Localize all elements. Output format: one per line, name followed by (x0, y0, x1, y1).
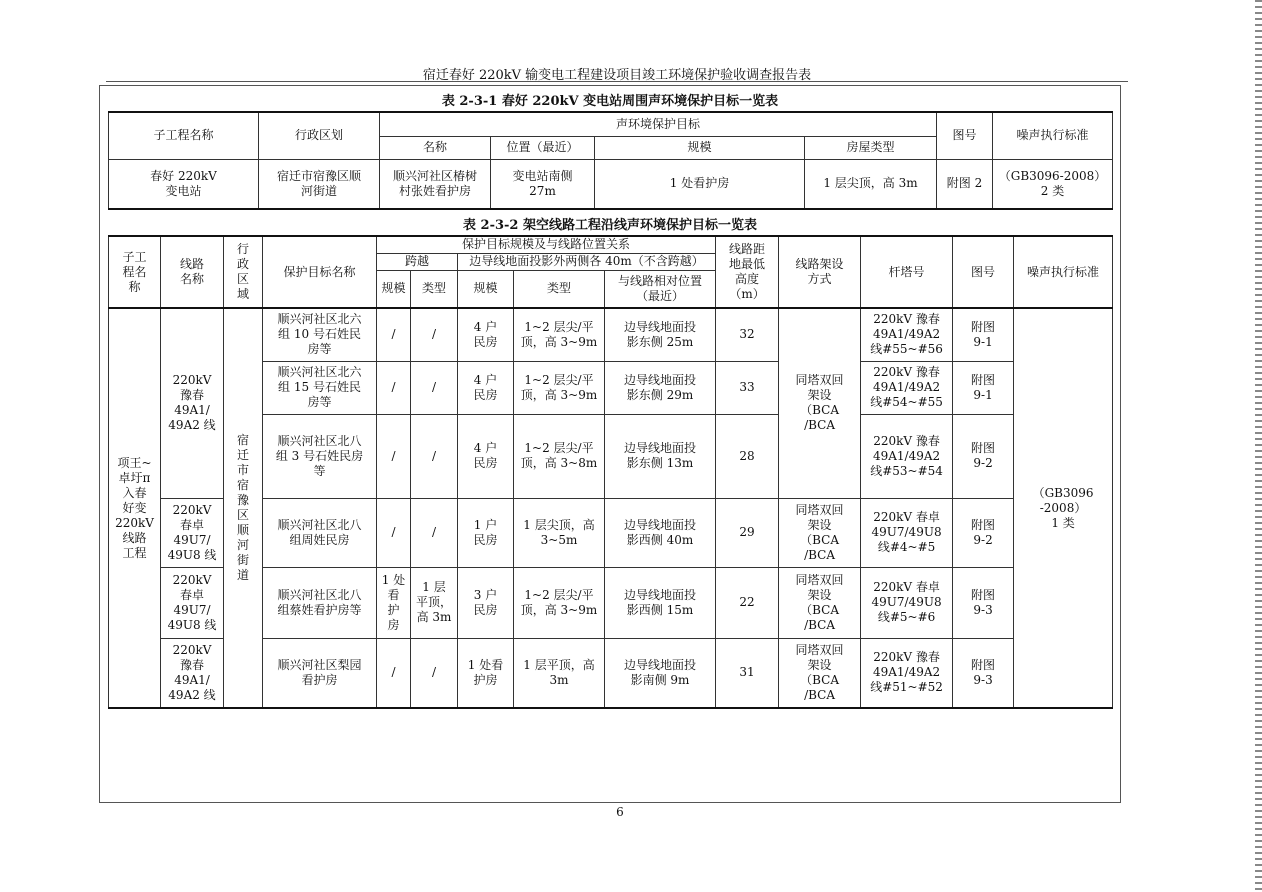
t2-tower: 220kV 豫春 49A1/49A2 线#54~#55 (861, 361, 953, 414)
t2-tower: 220kV 豫春 49A1/49A2 线#55~#56 (861, 308, 953, 361)
t2-header-erection: 线路架设 方式 (779, 236, 861, 308)
t2-rel-position: 边导线地面投 影东侧 13m (605, 414, 716, 498)
t2-sub-project: 项王~ 卓圩π 入春 好变 220kV 线路 工程 (109, 308, 161, 708)
t1-header-admin: 行政区划 (259, 112, 380, 159)
t2-rel-position: 边导线地面投 影东侧 29m (605, 361, 716, 414)
table1-title: 表 2-3-1 春好 220kV 变电站周围声环境保护目标一览表 (441, 94, 779, 109)
t2-header-rel-position: 与线路相对位置 （最近） (605, 270, 716, 308)
document-header: 宿迁春好 220kV 输变电工程建设项目竣工环境保护验收调查报告表 (422, 68, 812, 83)
t1-figure: 附图 2 (937, 159, 993, 209)
t2-header-tower: 杆塔号 (861, 236, 953, 308)
t1-header-position: 位置（最近） (491, 136, 595, 159)
page-number: 6 (616, 805, 624, 819)
table2 (108, 235, 1113, 709)
t2-rel-position: 边导线地面投 影南侧 9m (605, 638, 716, 708)
t2-rel-position: 边导线地面投 影西侧 15m (605, 567, 716, 638)
t2-header-proj-scale: 规模 (458, 270, 514, 308)
t2-erection: 同塔双回 架设 （BCA /BCA (779, 638, 861, 708)
t2-proj-scale: 1 户 民房 (458, 498, 514, 567)
scan-edge-decoration (1255, 0, 1262, 892)
t2-cross-scale: / (377, 414, 411, 498)
t1-position: 变电站南侧 27m (491, 159, 595, 209)
t2-proj-scale: 1 处看 护房 (458, 638, 514, 708)
t2-proj-type: 1~2 层尖/平 顶，高 3~8m (514, 414, 605, 498)
t1-header-sub-project: 子工程名称 (109, 112, 259, 159)
t2-header-cross-scale: 规模 (377, 270, 411, 308)
t2-target-name: 顺兴河社区北六 组 15 号石姓民 房等 (263, 361, 377, 414)
t2-proj-type: 1 层平顶，高 3m (514, 638, 605, 708)
t2-target-name: 顺兴河社区北六 组 10 号石姓民 房等 (263, 308, 377, 361)
t1-header-sound-target: 声环境保护目标 (380, 112, 937, 136)
t1-noise-std: （GB3096-2008） 2 类 (993, 159, 1113, 209)
t1-house-type: 1 层尖顶，高 3m (805, 159, 937, 209)
t2-cross-scale: / (377, 498, 411, 567)
t2-cross-type: 1 层 平顶， 高 3m (411, 567, 458, 638)
t2-min-height: 28 (716, 414, 779, 498)
t1-admin: 宿迁市宿豫区顺 河街道 (259, 159, 380, 209)
table1 (108, 111, 1113, 210)
t2-figure: 附图 9-1 (953, 308, 1014, 361)
t2-header-scale-relation: 保护目标规模及与线路位置关系 (377, 236, 716, 253)
t2-min-height: 32 (716, 308, 779, 361)
t2-min-height: 33 (716, 361, 779, 414)
t2-body (109, 308, 1113, 708)
t2-line-name: 220kV 豫春 49A1/ 49A2 线 (161, 308, 224, 498)
t2-header-proj-type: 类型 (514, 270, 605, 308)
t2-cross-scale: 1 处 看 护 房 (377, 567, 411, 638)
t2-cross-type: / (411, 638, 458, 708)
t2-target-name: 顺兴河社区北八 组周姓民房 (263, 498, 377, 567)
t2-cross-type: / (411, 498, 458, 567)
t2-proj-type: 1~2 层尖/平 顶，高 3~9m (514, 308, 605, 361)
t2-rel-position: 边导线地面投 影西侧 40m (605, 498, 716, 567)
t2-noise-std: （GB3096 -2008） 1 类 (1014, 308, 1113, 708)
t2-line-name: 220kV 春卓 49U7/ 49U8 线 (161, 498, 224, 567)
header-rule (106, 81, 1128, 82)
t2-target-name: 顺兴河社区北八 组 3 号石姓民房 等 (263, 414, 377, 498)
t2-min-height: 31 (716, 638, 779, 708)
t2-target-name: 顺兴河社区梨园 看护房 (263, 638, 377, 708)
t2-erection: 同塔双回 架设 （BCA /BCA (779, 567, 861, 638)
t2-tower: 220kV 春卓 49U7/49U8 线#4~#5 (861, 498, 953, 567)
t1-sub-project: 春好 220kV 变电站 (109, 159, 259, 209)
t1-header-figure: 图号 (937, 112, 993, 159)
t1-header-scale: 规模 (595, 136, 805, 159)
t2-min-height: 22 (716, 567, 779, 638)
t2-proj-scale: 4 户 民房 (458, 308, 514, 361)
t2-header-sub-project: 子工 程名 称 (109, 236, 161, 308)
t2-header-noise-std: 噪声执行标准 (1014, 236, 1113, 308)
t2-rel-position: 边导线地面投 影东侧 25m (605, 308, 716, 361)
t1-header-name: 名称 (380, 136, 491, 159)
t2-proj-type: 1~2 层尖/平 顶，高 3~9m (514, 361, 605, 414)
t2-cross-scale: / (377, 308, 411, 361)
t2-header-target-name: 保护目标名称 (263, 236, 377, 308)
t2-line-name: 220kV 豫春 49A1/ 49A2 线 (161, 638, 224, 708)
table-row (109, 159, 1113, 209)
t2-header-projection: 边导线地面投影外两侧各 40m（不含跨越） (458, 253, 716, 270)
t2-proj-type: 1 层尖顶，高 3~5m (514, 498, 605, 567)
t2-header-cross-type: 类型 (411, 270, 458, 308)
t2-proj-scale: 4 户 民房 (458, 414, 514, 498)
t1-header-house-type: 房屋类型 (805, 136, 937, 159)
t2-cross-type: / (411, 414, 458, 498)
t1-name: 顺兴河社区椿树 村张姓看护房 (380, 159, 491, 209)
t2-target-name: 顺兴河社区北八 组蔡姓看护房等 (263, 567, 377, 638)
t2-figure: 附图 9-3 (953, 638, 1014, 708)
t2-header-figure: 图号 (953, 236, 1014, 308)
t1-header-noise-std: 噪声执行标准 (993, 112, 1113, 159)
t2-erection: 同塔双回 架设 （BCA /BCA (779, 308, 861, 498)
t2-cross-scale: / (377, 638, 411, 708)
t2-header-line-name: 线路 名称 (161, 236, 224, 308)
t2-proj-scale: 3 户 民房 (458, 567, 514, 638)
t2-figure: 附图 9-1 (953, 361, 1014, 414)
t2-erection: 同塔双回 架设 （BCA /BCA (779, 498, 861, 567)
t2-tower: 220kV 豫春 49A1/49A2 线#53~#54 (861, 414, 953, 498)
t2-line-name: 220kV 春卓 49U7/ 49U8 线 (161, 567, 224, 638)
t2-figure: 附图 9-3 (953, 567, 1014, 638)
t2-figure: 附图 9-2 (953, 414, 1014, 498)
t2-header-admin: 行 政 区 域 (224, 236, 263, 308)
table-row (109, 308, 1113, 361)
t2-proj-scale: 4 户 民房 (458, 361, 514, 414)
t2-tower: 220kV 豫春 49A1/49A2 线#51~#52 (861, 638, 953, 708)
t2-admin: 宿 迁 市 宿 豫 区 顺 河 街 道 (224, 308, 263, 708)
t2-cross-type: / (411, 308, 458, 361)
t2-cross-scale: / (377, 361, 411, 414)
t2-cross-type: / (411, 361, 458, 414)
t1-scale: 1 处看护房 (595, 159, 805, 209)
t2-header-min-height: 线路距 地最低 高度 （m） (716, 236, 779, 308)
t2-tower: 220kV 春卓 49U7/49U8 线#5~#6 (861, 567, 953, 638)
table2-title: 表 2-3-2 架空线路工程沿线声环境保护目标一览表 (463, 218, 757, 233)
t2-min-height: 29 (716, 498, 779, 567)
t2-header-crossing: 跨越 (377, 253, 458, 270)
t2-figure: 附图 9-2 (953, 498, 1014, 567)
t2-proj-type: 1~2 层尖/平 顶，高 3~9m (514, 567, 605, 638)
